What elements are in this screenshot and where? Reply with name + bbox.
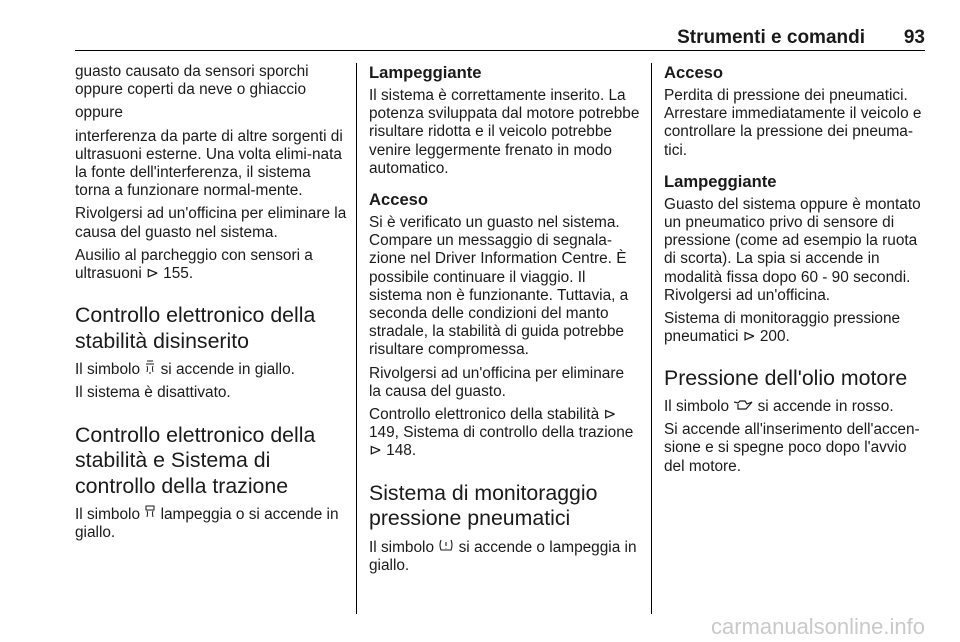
column-left: [75, 63, 347, 614]
subheading: Acceso: [664, 63, 724, 82]
heading-tpms: Sistema di monitoraggio pressione pneumatici: [369, 480, 598, 531]
subheading: Acceso: [369, 190, 429, 210]
cross-reference[interactable]: Sistema di monitoraggio pressione pneumatici ⊳ 200.: [664, 310, 901, 346]
column-middle: [356, 63, 640, 614]
paragraph: Il sistema è disattivato.: [75, 384, 231, 402]
section-title: Strumenti e comandi: [677, 27, 865, 48]
oil-can-icon: [733, 398, 753, 416]
esc-off-icon: [144, 360, 156, 379]
watermark: carmanualsonline.info: [710, 614, 925, 639]
subheading: Lampeggiante: [369, 63, 482, 82]
paragraph: Si accende all'inserimento dell'accen-sione e si spegne poco dopo l'avvio del motore.: [664, 421, 920, 475]
paragraph: Il simbolo lampeggia o si accende in giallo.: [75, 506, 339, 542]
tire-pressure-icon: [438, 538, 454, 557]
paragraph: oppure: [75, 104, 123, 122]
paragraph: interferenza da parte di altre sorgenti di ultrasuoni esterne. Una volta elimi-nata la fonte dell'interferenza, il sistema torna a funzionare normal-mente.: [75, 127, 343, 200]
paragraph: Guasto del sistema oppure è montato un pneumatico privo di sensore di pressione (come ad esempio la ruota di scorta). La spia si accende in modalità fissa dopo 60 - 90 secondi. Rivolgersi ad un'officina.: [664, 195, 921, 304]
column-right: [651, 63, 925, 614]
paragraph: Il simbolo si accende o lampeggia in giallo.: [369, 538, 637, 574]
cross-reference[interactable]: Controllo elettronico della stabilità ⊳ 149, Sistema di controllo della trazione ⊳ 148.: [369, 406, 634, 460]
paragraph: Il sistema è correttamente inserito. La potenza sviluppata dal motore potrebbe risultare ridotta e il veicolo potrebbe venire leggermente frenato in modo automatico.: [369, 87, 640, 177]
header-divider: [75, 50, 925, 51]
page-number: 93: [903, 27, 925, 48]
heading-oil-pressure: Pressione dell'olio motore: [664, 366, 908, 391]
heading-esc-off: Controllo elettronico della stabilità disinserito: [75, 303, 316, 353]
paragraph: guasto causato da sensori sporchi oppure coperti da neve o ghiaccio: [75, 63, 309, 99]
paragraph: Rivolgersi ad un'officina per eliminare la causa del guasto nel sistema.: [75, 205, 347, 241]
cross-reference[interactable]: Ausilio al parcheggio con sensori a ultrasuoni ⊳ 155.: [75, 246, 313, 283]
paragraph: Il simbolo si accende in rosso.: [664, 397, 894, 415]
paragraph: Perdita di pressione dei pneumatici. Arrestare immediatamente il veicolo e controllare la pressione dei pneuma-tici.: [664, 87, 922, 159]
paragraph: Rivolgersi ad un'officina per eliminare la causa del guasto.: [369, 364, 625, 400]
esc-tc-icon: [144, 505, 156, 524]
heading-esc-tc: Controllo elettronico della stabilità e Sistema di controllo della trazione: [75, 422, 316, 498]
subheading: Lampeggiante: [664, 171, 777, 191]
paragraph: Il simbolo si accende in giallo.: [75, 361, 295, 379]
paragraph: Si è verificato un guasto nel sistema. Compare un messaggio di segnala-zione nel Driver Information Centre. È possibile continuare il viaggio. Il sistema non è funzionante. Tuttavia, a seconda delle condizioni del manto stradale, la stabilità di guida potrebbe risultare compromessa.: [369, 214, 629, 359]
